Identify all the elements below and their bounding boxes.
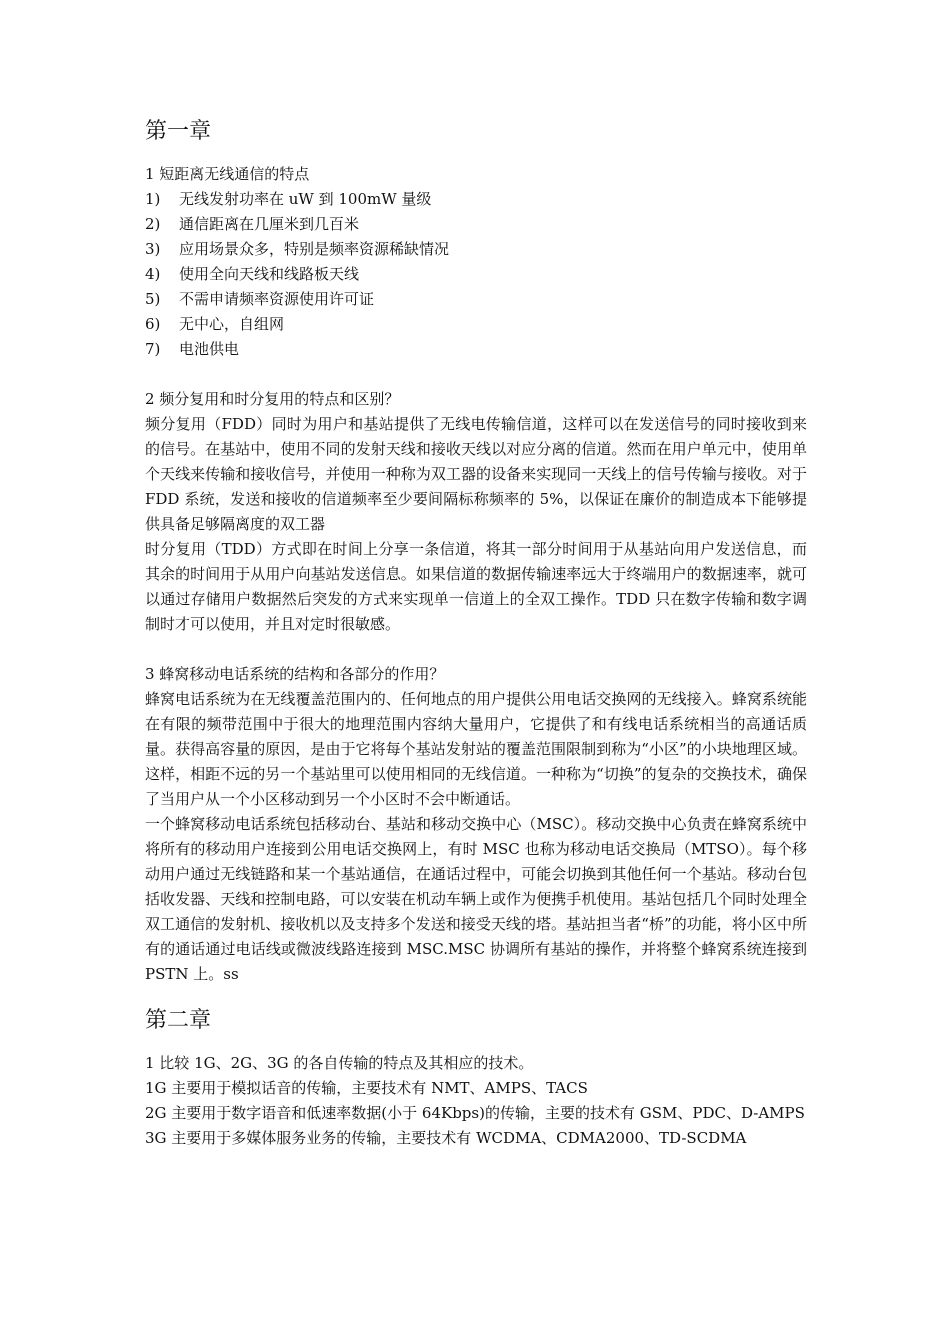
question-2-heading: 2 频分复用和时分复用的特点和区别？ [145,390,400,408]
3g-paragraph: 3G 主要用于多媒体服务业务的传输，主要技术有 WCDMA、CDMA2000、TD-SCDMA [145,1129,747,1147]
list-item-number: 5) [145,290,161,308]
list-item-number: 2) [145,215,161,233]
list-item-number: 7) [145,340,161,358]
list-item-text: 无线发射功率在 uW 到 100mW 量级 [179,190,432,208]
question-1-heading: 1 短距离无线通信的特点 [145,165,310,183]
list-item [145,187,950,212]
cellular-structure-paragraph: 一个蜂窝移动电话系统包括移动台、基站和移动交换中心（MSC）。移动交换中心负责在蜂窝系统中将所有的移动用户连接到公用电话交换网上，有时 MSC 也称为移动电话交换局（MTSO）。每个移动用户通过无线链路和某一个基站通信，在通话过程中，可能会切换到其他任何一个基站。移动台包括收发器、天线和控制电路，可以安装在机动车辆上或作为便携手机使用。基站包括几个同时处理全双工通信的发射机、接收机以及支持多个发送和接受天线的塔。基站担当者“桥”的功能，将小区中所有的通话通过电话线或微波线路连接到 MSC.MSC 协调所有基站的操作，并将整个蜂窝系统连接到 PSTN 上。ss [145,815,807,983]
list-item [145,212,950,237]
chapter-2-question-1-heading: 1 比较 1G、2G、3G 的各自传输的特点及其相应的技术。 [145,1054,534,1072]
tdd-paragraph: 时分复用（TDD）方式即在时间上分享一条信道，将其一部分时间用于从基站向用户发送信息，而其余的时间用于从用户向基站发送信息。如果信道的数据传输速率远大于终端用户的数据速率，就可以通过存储用户数据然后突发的方式来实现单一信道上的全双工操作。TDD 只在数字传输和数字调制时才可以使用，并且对定时很敏感。 [145,540,807,633]
list-item-text: 不需申请频率资源使用许可证 [179,290,375,308]
list-item-number: 6) [145,315,161,333]
cellular-overview-paragraph: 蜂窝电话系统为在无线覆盖范围内的、任何地点的用户提供公用电话交换网的无线接入。蜂窝系统能在有限的频带范围中于很大的地理范围内容纳大量用户，它提供了和有线电话系统相当的高通话质量。获得高容量的原因，是由于它将每个基站发射站的覆盖范围限制到称为“小区”的小块地理区域。这样，相距不远的另一个基站里可以使用相同的无线信道。一种称为“切换”的复杂的交换技术，确保了当用户从一个小区移动到另一个小区时不会中断通话。 [145,690,807,808]
list-item-text: 通信距离在几厘米到几百米 [179,215,360,233]
list-item [145,312,950,337]
list-item-number: 3) [145,240,161,258]
list-item [145,337,950,362]
question-3-heading: 3 蜂窝移动电话系统的结构和各部分的作用？ [145,665,445,683]
2g-paragraph: 2G 主要用于数字语音和低速率数据(小于 64Kbps)的传输，主要的技术有 GSM、PDC、D-AMPS [145,1104,805,1122]
list-item-text: 无中心，自组网 [179,315,285,333]
1g-paragraph: 1G 主要用于模拟话音的传输，主要技术有 NMT、AMPS、TACS [145,1079,588,1097]
list-item-text: 使用全向天线和线路板天线 [179,265,360,283]
feature-list [145,187,950,362]
chapter-1-title: 第一章 [145,119,212,144]
chapter-2-title: 第二章 [145,1008,212,1033]
list-item-text: 电池供电 [179,340,240,358]
spacer [145,637,950,662]
list-item [145,287,950,312]
fdd-paragraph: 频分复用（FDD）同时为用户和基站提供了无线电传输信道，这样可以在发送信号的同时接收到来的信号。在基站中，使用不同的发射天线和接收天线以对应分离的信道。然而在用户单元中，使用单个天线来传输和接收信号，并使用一种称为双工器的设备来实现同一天线上的信号传输与接收。对于 FDD 系统，发送和接收的信道频率至少要间隔标称频率的 5%，以保证在廉价的制造成本下能够提供具备足够隔离度的双工器 [145,415,807,533]
list-item-number: 4) [145,265,161,283]
list-item-number: 1) [145,190,161,208]
list-item [145,262,950,287]
list-item-text: 应用场景众多，特别是频率资源稀缺情况 [179,240,450,258]
spacer [145,362,950,387]
list-item [145,237,950,262]
